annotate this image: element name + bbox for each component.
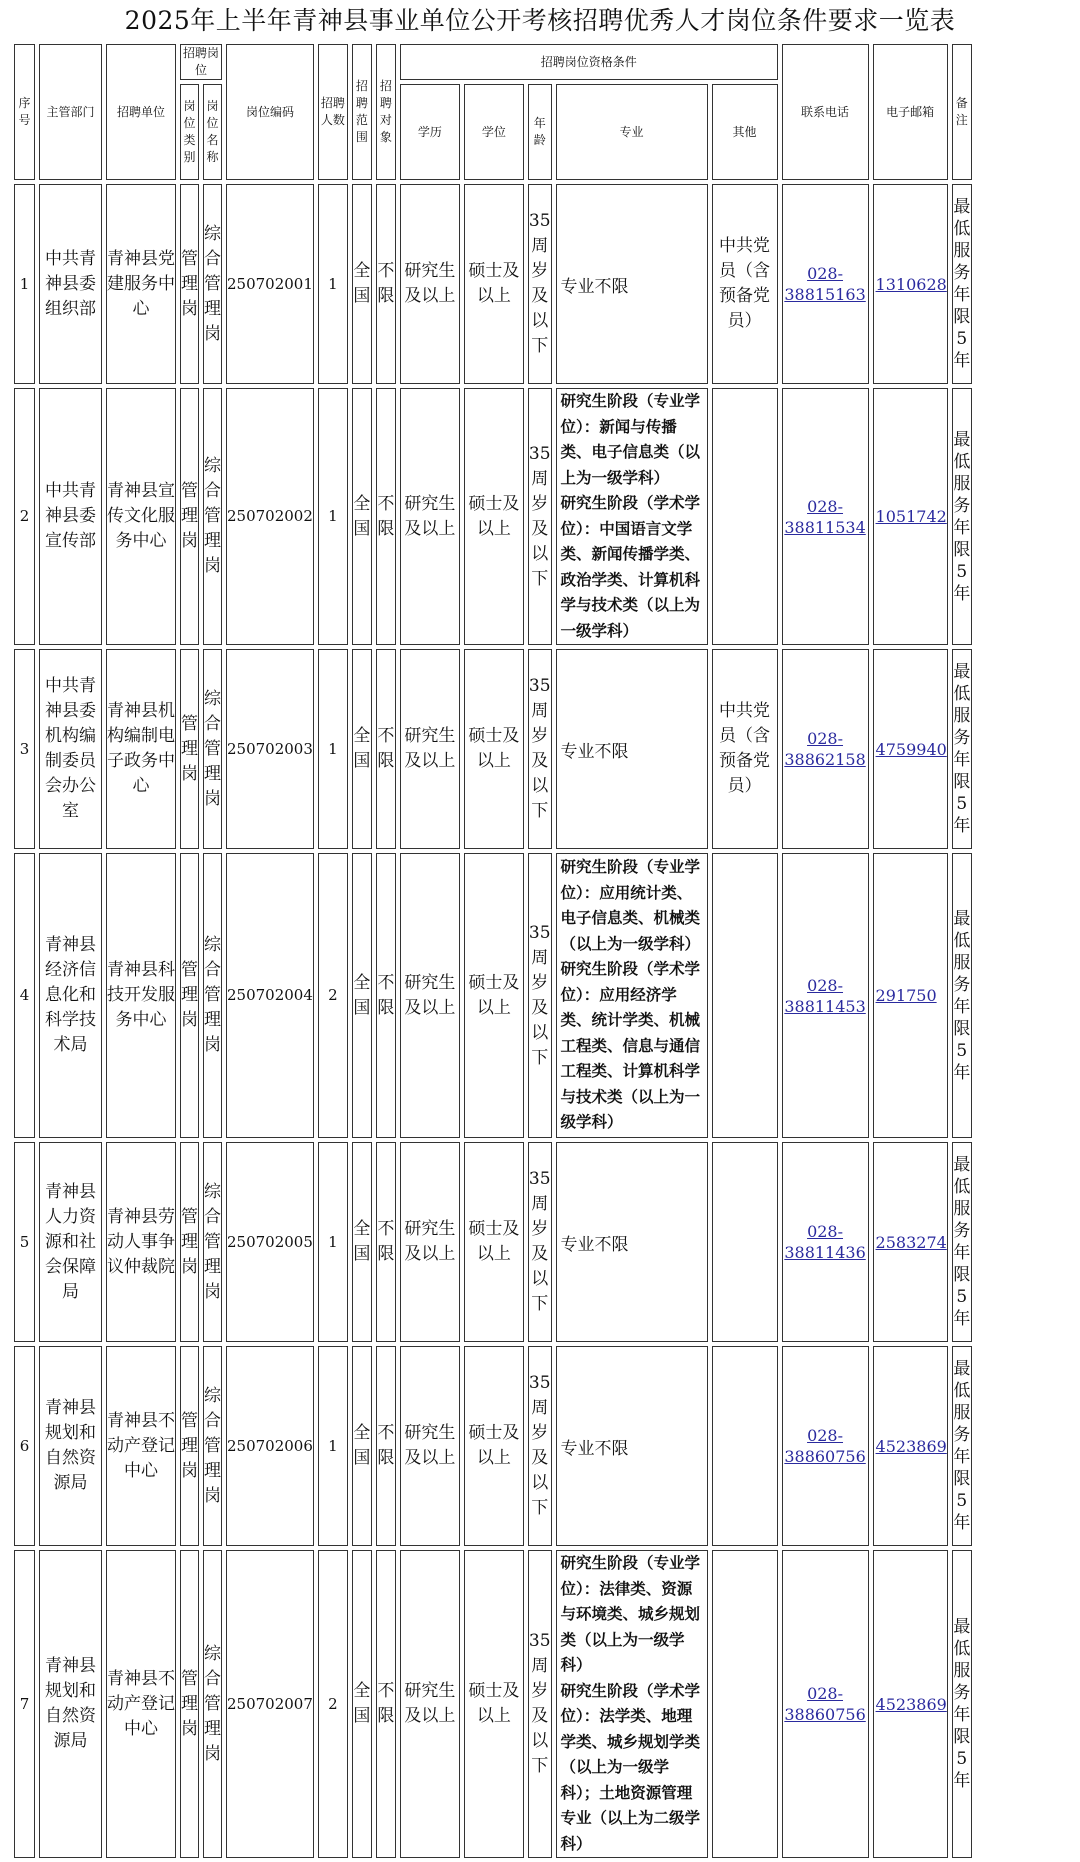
row-post-type: 管理岗 — [180, 184, 199, 384]
row-post-name: 综合管理岗 — [203, 388, 222, 645]
table-row — [14, 1346, 972, 1546]
row-count: 2 — [318, 1550, 348, 1858]
row-major — [556, 649, 708, 849]
header-degree: 学位 — [464, 84, 524, 180]
row-phone — [782, 1550, 869, 1858]
header-edu: 学历 — [400, 84, 460, 180]
row-post-type: 管理岗 — [180, 853, 199, 1138]
phone-link[interactable]: 028-38815163 — [784, 264, 866, 304]
row-dept: 青神县人力资源和社会保障局 — [39, 1142, 102, 1342]
row-range: 全国 — [352, 1346, 372, 1546]
row-edu: 研究生及以上 — [400, 1550, 460, 1858]
row-phone — [782, 1346, 869, 1546]
row-major — [556, 853, 708, 1138]
major-line: 与环境类、城乡规划 — [560, 1605, 701, 1623]
row-post-name: 综合管理岗 — [203, 853, 222, 1138]
row-unit: 青神县劳动人事争议仲裁院 — [106, 1142, 176, 1342]
major-line: 位）：法学类、地理 — [560, 1707, 693, 1725]
major-line: 学类、城乡规划学类 — [560, 1732, 701, 1751]
major-line: 研究生阶段（专业学 — [560, 858, 701, 877]
row-age: 35周岁及以下 — [528, 649, 552, 849]
row-code: 250702002 — [226, 388, 314, 645]
phone-link[interactable]: 028-38811436 — [784, 1222, 866, 1262]
major-line: 上为一级学科） — [560, 468, 670, 487]
row-dept: 中共青神县委机构编制委员会办公室 — [39, 649, 102, 849]
major-line: 位）：新闻与传播 — [560, 417, 677, 436]
major-line: 电子信息类、机械类 — [560, 909, 701, 928]
row-post-type: 管理岗 — [180, 1550, 199, 1858]
row-degree: 硕士及以上 — [464, 1346, 524, 1546]
major-line: 科） — [560, 1834, 592, 1853]
major-line: 科）；土地资源管理 — [560, 1783, 693, 1802]
row-notes: 最低服务年限5年 — [952, 853, 972, 1138]
row-phone — [782, 853, 869, 1138]
row-phone — [782, 649, 869, 849]
major-line: 研究生阶段（专业学 — [560, 392, 701, 410]
row-range: 全国 — [352, 388, 372, 645]
row-code: 250702003 — [226, 649, 314, 849]
header-other: 其他 — [712, 84, 778, 180]
row-range: 全国 — [352, 184, 372, 384]
row-age: 35周岁及以下 — [528, 1142, 552, 1342]
major-line: 类、电子信息类（以 — [560, 443, 701, 461]
row-no: 1 — [14, 184, 35, 384]
row-post-type: 管理岗 — [180, 1142, 199, 1342]
row-age: 35周岁及以下 — [528, 388, 552, 645]
row-post-name: 综合管理岗 — [203, 649, 222, 849]
row-no: 5 — [14, 1142, 35, 1342]
row-unit: 青神县机构编制电子政务中心 — [106, 649, 176, 849]
row-unit: 青神县科技开发服务中心 — [106, 853, 176, 1138]
header-unit: 招聘单位 — [106, 44, 176, 180]
major-line: （以上为一级学 — [560, 1758, 670, 1776]
row-post-type: 管理岗 — [180, 388, 199, 645]
row-email — [873, 1346, 948, 1546]
row-target: 不限 — [376, 388, 396, 645]
major-line: 研究生阶段（学术学 — [560, 960, 701, 979]
row-dept: 青神县规划和自然资源局 — [39, 1346, 102, 1546]
header-count: 招聘人数 — [318, 44, 348, 180]
phone-link[interactable]: 028-38860756 — [784, 1684, 866, 1724]
row-post-name: 综合管理岗 — [203, 1550, 222, 1858]
email-link[interactable]: 1310628 — [875, 274, 947, 294]
email-link[interactable]: 4523869 — [875, 1436, 947, 1456]
row-phone — [782, 184, 869, 384]
header-target: 招聘对象 — [376, 44, 396, 180]
header-range: 招聘范围 — [352, 44, 372, 180]
major-line: 与技术类（以上为一 — [560, 1087, 701, 1106]
row-degree: 硕士及以上 — [464, 388, 524, 645]
row-edu: 研究生及以上 — [400, 1346, 460, 1546]
page-title: 2025年上半年青神县事业单位公开考核招聘优秀人才岗位条件要求一览表 — [124, 6, 956, 35]
email-link[interactable]: 2583274 — [875, 1232, 947, 1252]
major-line: 位）：中国语言文学 — [560, 519, 693, 538]
row-count: 1 — [318, 388, 348, 645]
row-unit: 青神县不动产登记中心 — [106, 1550, 176, 1858]
row-edu: 研究生及以上 — [400, 388, 460, 645]
major-line: 研究生阶段（学术学 — [560, 494, 701, 512]
row-unit: 青神县宣传文化服务中心 — [106, 388, 176, 645]
row-edu: 研究生及以上 — [400, 853, 460, 1138]
row-range: 全国 — [352, 1142, 372, 1342]
row-other — [712, 1346, 778, 1546]
header-email: 电子邮箱 — [873, 44, 948, 180]
row-post-type: 管理岗 — [180, 649, 199, 849]
row-target: 不限 — [376, 1142, 396, 1342]
header-phone: 联系电话 — [782, 44, 869, 180]
major-line: 类（以上为一级学 — [560, 1630, 685, 1649]
phone-link[interactable]: 028-38862158 — [784, 729, 866, 769]
row-degree: 硕士及以上 — [464, 649, 524, 849]
header-major: 专业 — [556, 84, 708, 180]
row-no: 2 — [14, 388, 35, 645]
row-notes: 最低服务年限5年 — [952, 1142, 972, 1342]
major-line: 工程类、计算机科学 — [560, 1062, 701, 1081]
row-unit: 青神县不动产登记中心 — [106, 1346, 176, 1546]
row-degree: 硕士及以上 — [464, 1142, 524, 1342]
row-edu: 研究生及以上 — [400, 649, 460, 849]
major-line: 类、新闻传播学类、 — [560, 545, 701, 563]
row-no: 6 — [14, 1346, 35, 1546]
header-post-type: 岗位类别 — [180, 84, 199, 180]
row-no: 7 — [14, 1550, 35, 1858]
major-line: 位）：应用经济学 — [560, 985, 677, 1004]
row-count: 1 — [318, 649, 348, 849]
major-line: 研究生阶段（专业学 — [560, 1554, 701, 1572]
row-other: 中共党员（含预备党员） — [712, 649, 778, 849]
row-other — [712, 1142, 778, 1342]
row-degree: 硕士及以上 — [464, 853, 524, 1138]
row-post-name: 综合管理岗 — [203, 184, 222, 384]
major-line: 研究生阶段（学术学 — [560, 1681, 701, 1700]
row-dept: 青神县规划和自然资源局 — [39, 1550, 102, 1858]
major-line: 政治学类、计算机科 — [560, 570, 701, 589]
row-notes: 最低服务年限5年 — [952, 1346, 972, 1546]
row-degree: 硕士及以上 — [464, 184, 524, 384]
row-notes: 最低服务年限5年 — [952, 388, 972, 645]
row-age: 35周岁及以下 — [528, 1346, 552, 1546]
row-edu: 研究生及以上 — [400, 1142, 460, 1342]
header-no: 序号 — [14, 44, 35, 180]
row-dept: 中共青神县委宣传部 — [39, 388, 102, 645]
row-range: 全国 — [352, 649, 372, 849]
header-qual-group: 招聘岗位资格条件 — [400, 44, 778, 80]
table-row — [14, 184, 972, 384]
email-link[interactable]: 4523869 — [875, 1694, 947, 1714]
table-row — [14, 1142, 972, 1342]
row-other — [712, 853, 778, 1138]
major-line: 专业（以上为二级学 — [560, 1809, 701, 1827]
major-line: 学与技术类（以上为 — [560, 596, 701, 614]
email-link[interactable]: 291750 — [875, 986, 937, 1005]
table-row — [14, 1550, 972, 1858]
phone-link[interactable]: 028-38811453 — [784, 975, 866, 1016]
row-other: 中共党员（含预备党员） — [712, 184, 778, 384]
header-post-group: 招聘岗位 — [180, 44, 222, 80]
row-count: 1 — [318, 184, 348, 384]
row-target: 不限 — [376, 184, 396, 384]
table-row — [14, 853, 972, 1138]
email-link[interactable]: 1051742 — [875, 507, 947, 526]
major-line: 专业不限 — [560, 1438, 629, 1459]
row-age: 35周岁及以下 — [528, 1550, 552, 1858]
row-no: 4 — [14, 853, 35, 1138]
major-line: 工程类、信息与通信 — [560, 1036, 701, 1055]
row-age: 35周岁及以下 — [528, 853, 552, 1138]
header-notes: 备注 — [952, 44, 972, 180]
row-major — [556, 388, 708, 645]
row-degree: 硕士及以上 — [464, 1550, 524, 1858]
row-email — [873, 388, 948, 645]
row-code: 250702004 — [226, 853, 314, 1138]
row-email — [873, 853, 948, 1138]
recruitment-table — [10, 40, 976, 1862]
row-notes: 最低服务年限5年 — [952, 1550, 972, 1858]
email-link[interactable]: 4759940 — [875, 739, 947, 759]
row-major — [556, 1550, 708, 1858]
row-email — [873, 649, 948, 849]
row-major — [556, 184, 708, 384]
row-range: 全国 — [352, 1550, 372, 1858]
row-count: 1 — [318, 1142, 348, 1342]
row-post-name: 综合管理岗 — [203, 1142, 222, 1342]
row-post-name: 综合管理岗 — [203, 1346, 222, 1546]
row-range: 全国 — [352, 853, 372, 1138]
major-line: 一级学科） — [560, 621, 639, 640]
major-line: 专业不限 — [560, 1234, 629, 1255]
major-line: 科） — [560, 1656, 592, 1674]
major-line: 专业不限 — [560, 276, 629, 297]
row-code: 250702001 — [226, 184, 314, 384]
major-line: 位）：应用统计类、 — [560, 883, 693, 902]
row-notes: 最低服务年限5年 — [952, 649, 972, 849]
major-line: 级学科） — [560, 1113, 623, 1132]
header-row-1 — [14, 44, 972, 80]
major-line: （以上为一级学科） — [560, 934, 701, 953]
table-row — [14, 388, 972, 645]
row-email — [873, 184, 948, 384]
row-target: 不限 — [376, 853, 396, 1138]
header-post-name: 岗位名称 — [203, 84, 222, 180]
row-email — [873, 1550, 948, 1858]
row-no: 3 — [14, 649, 35, 849]
row-unit: 青神县党建服务中心 — [106, 184, 176, 384]
row-count: 1 — [318, 1346, 348, 1546]
row-code: 250702007 — [226, 1550, 314, 1858]
major-line: 专业不限 — [560, 741, 629, 762]
row-major — [556, 1142, 708, 1342]
row-dept: 青神县经济信息化和科学技术局 — [39, 853, 102, 1138]
table-row — [14, 649, 972, 849]
phone-link[interactable]: 028-38860756 — [784, 1426, 866, 1466]
row-dept: 中共青神县委组织部 — [39, 184, 102, 384]
row-phone — [782, 1142, 869, 1342]
row-target: 不限 — [376, 1346, 396, 1546]
row-code: 250702005 — [226, 1142, 314, 1342]
row-major — [556, 1346, 708, 1546]
row-age: 35周岁及以下 — [528, 184, 552, 384]
header-dept: 主管部门 — [39, 44, 102, 180]
major-line: 位）：法律类、资源 — [560, 1579, 693, 1598]
row-post-type: 管理岗 — [180, 1346, 199, 1546]
row-edu: 研究生及以上 — [400, 184, 460, 384]
row-other — [712, 388, 778, 645]
row-phone — [782, 388, 869, 645]
header-code: 岗位编码 — [226, 44, 314, 180]
row-email — [873, 1142, 948, 1342]
row-notes: 最低服务年限5年 — [952, 184, 972, 384]
row-count: 2 — [318, 853, 348, 1138]
header-age: 年龄 — [528, 84, 552, 180]
row-code: 250702006 — [226, 1346, 314, 1546]
table-body — [14, 44, 972, 1858]
phone-link[interactable]: 028-38811534 — [784, 496, 866, 537]
major-line: 类、统计学类、机械 — [560, 1011, 701, 1030]
row-target: 不限 — [376, 1550, 396, 1858]
row-other — [712, 1550, 778, 1858]
row-target: 不限 — [376, 649, 396, 849]
